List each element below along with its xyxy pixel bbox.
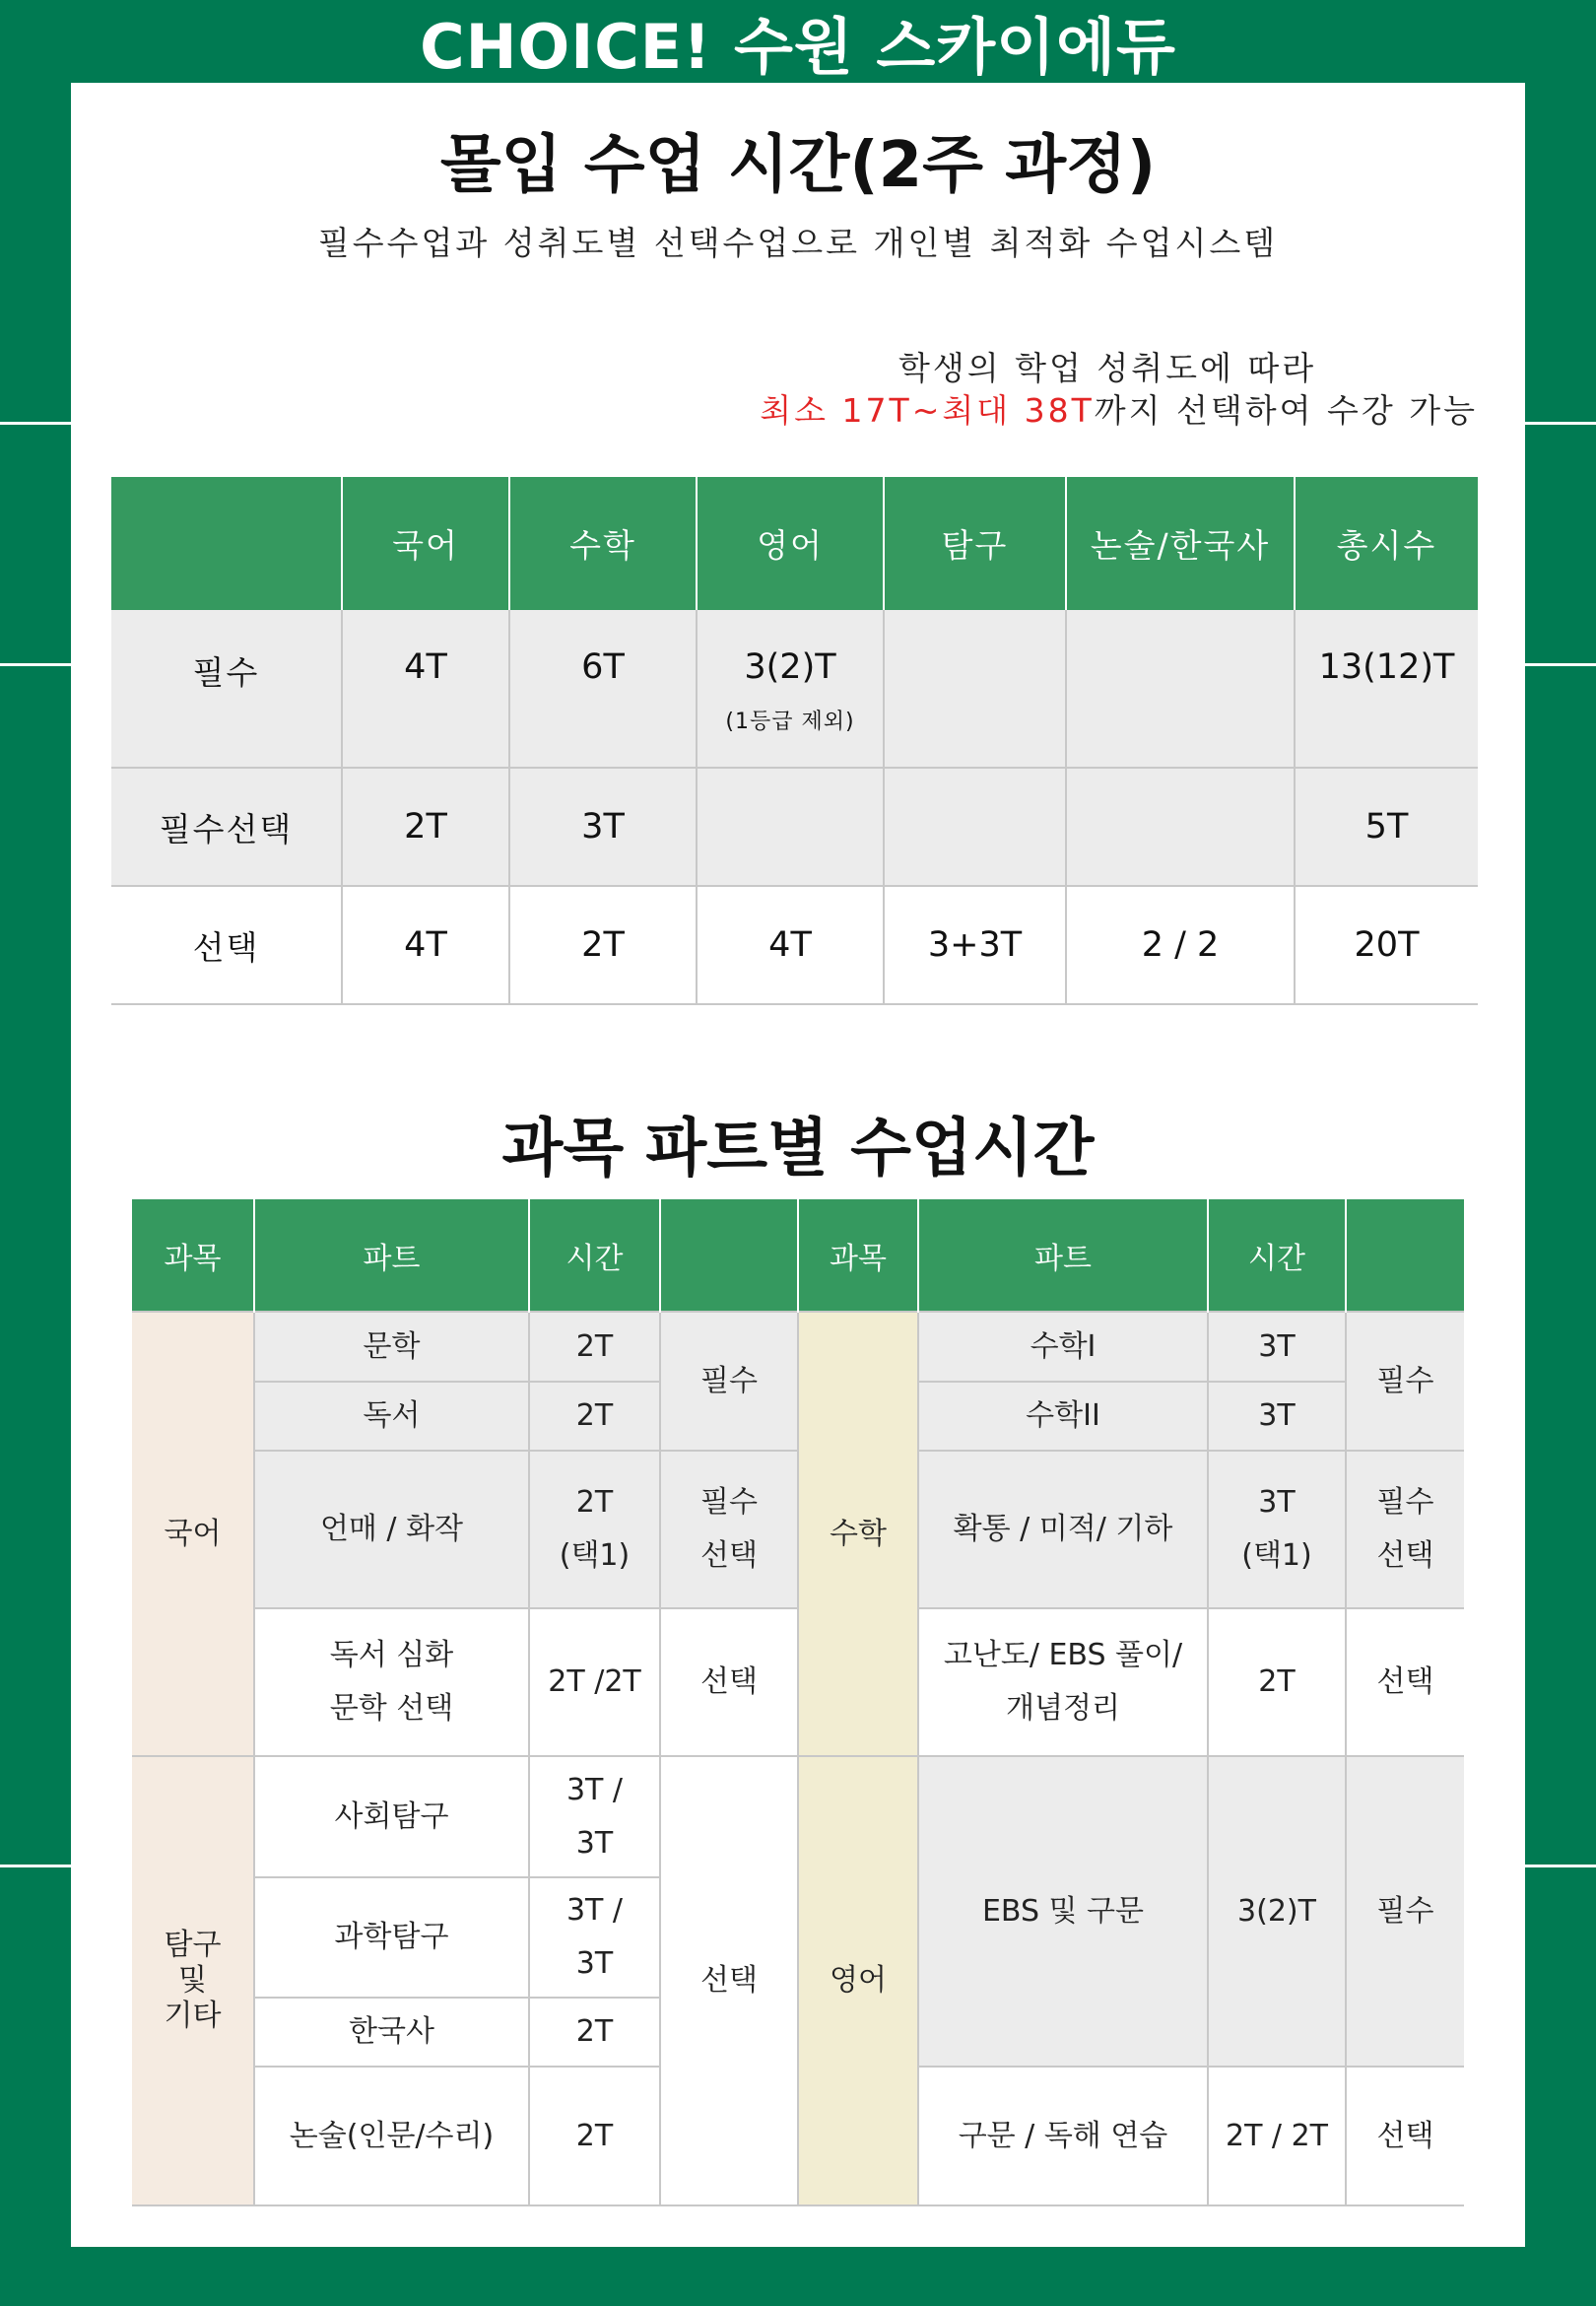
part-cell: 확통 / 미적/ 기하 — [918, 1451, 1208, 1608]
time-cell: 3T — [1208, 1382, 1346, 1451]
table1-cell-value: 3(2)T — [744, 647, 836, 687]
table1-cell-english-required — [697, 610, 884, 768]
stripe-left-2 — [0, 663, 71, 666]
time-cell: 3T — [1208, 1312, 1346, 1382]
time-cell: 2T / 2T — [1208, 2067, 1346, 2205]
table1-cell — [697, 768, 884, 886]
type-line: 선택 — [1376, 1538, 1434, 1573]
subject-inquiry-etc — [132, 1756, 254, 2205]
type-line: 선택 — [700, 1538, 758, 1573]
table1-cell: 13(12)T — [1295, 610, 1478, 768]
table1-cell: 2T — [342, 768, 509, 886]
time-line: 3T / — [565, 1772, 624, 1807]
subject-part-table — [132, 1199, 1464, 2206]
section2-title: 과목 파트별 수업시간 — [501, 1113, 1095, 1186]
subject-korean: 국어 — [132, 1312, 254, 1756]
time-line: (택1) — [559, 1538, 631, 1573]
table1-cell: 3+3T — [884, 886, 1066, 1004]
table1-cell — [884, 610, 1066, 768]
part-line: 고난도/ EBS 풀이/ — [943, 1638, 1183, 1672]
table2-header-blank — [660, 1199, 798, 1312]
stripe-left-3 — [0, 1865, 71, 1867]
table2-row — [132, 1312, 1464, 1382]
table1-row-label: 선택 — [111, 886, 342, 1004]
table1-row-elective — [111, 886, 1478, 1004]
table1-cell: 2 / 2 — [1066, 886, 1295, 1004]
brand-title: CHOICE! 수원 스카이에듀 — [420, 10, 1176, 83]
table2-header-subject: 과목 — [132, 1199, 254, 1312]
table2-header-blank — [1346, 1199, 1464, 1312]
section1-subtitle: 필수수업과 성취도별 선택수업으로 개인별 최적화 수업시스템 — [317, 224, 1279, 262]
section1-title: 몰입 수업 시간(2주 과정) — [439, 129, 1157, 202]
part-line: 개념정리 — [1006, 1691, 1120, 1726]
type-cell: 선택 — [660, 1756, 798, 2205]
table1-header-korean: 국어 — [342, 477, 509, 610]
time-cell: 2T — [529, 1382, 660, 1451]
part-cell: 사회탐구 — [254, 1756, 529, 1877]
table1-row-required-choice — [111, 768, 1478, 886]
stripe-right-3 — [1525, 1865, 1596, 1867]
table1-cell: 2T — [509, 886, 697, 1004]
table1-header-blank — [111, 477, 342, 610]
time-line: 3T / — [565, 1893, 624, 1928]
part-cell: 수학II — [918, 1382, 1208, 1451]
table1-row-required — [111, 610, 1478, 768]
note-line2 — [760, 385, 1478, 432]
type-cell — [660, 1451, 798, 1608]
table1-cell: 4T — [697, 886, 884, 1004]
table2-header-part: 파트 — [918, 1199, 1208, 1312]
time-line: 3T — [575, 1946, 614, 1981]
table1-row-label: 필수선택 — [111, 768, 342, 886]
table1-header-row — [111, 477, 1478, 610]
table1-cell: 6T — [509, 610, 697, 768]
stripe-left-1 — [0, 422, 71, 425]
table2-header-part: 파트 — [254, 1199, 529, 1312]
table1-cell: 3T — [509, 768, 697, 886]
type-cell — [1346, 1451, 1464, 1608]
class-hours-table — [111, 477, 1478, 1005]
table1-header-total: 총시수 — [1295, 477, 1478, 610]
type-cell: 선택 — [1346, 1608, 1464, 1756]
table2-header-subject: 과목 — [798, 1199, 918, 1312]
type-cell: 필수 — [660, 1312, 798, 1451]
subject-english: 영어 — [798, 1756, 918, 2205]
part-cell: 논술(인문/수리) — [254, 2067, 529, 2205]
time-cell: 2T — [529, 1312, 660, 1382]
type-cell: 필수 — [1346, 1312, 1464, 1451]
table1-header-inquiry: 탐구 — [884, 477, 1066, 610]
time-cell: 2T — [529, 2067, 660, 2205]
table2-header-row — [132, 1199, 1464, 1312]
part-line: 독서 심화 — [329, 1638, 454, 1672]
part-cell: 수학I — [918, 1312, 1208, 1382]
part-line: 문학 선택 — [329, 1691, 454, 1726]
table1-header-essay-history: 논술/한국사 — [1066, 477, 1295, 610]
time-cell — [529, 1451, 660, 1608]
time-cell: 2T /2T — [529, 1608, 660, 1756]
subject-line: 기타 — [164, 1999, 222, 2033]
part-cell: 독서 — [254, 1382, 529, 1451]
part-cell — [254, 1608, 529, 1756]
note-line1: 학생의 학업 성취도에 따라 — [898, 349, 1317, 387]
table1-header-english: 영어 — [697, 477, 884, 610]
part-cell: 구문 / 독해 연습 — [918, 2067, 1208, 2205]
time-line: 3T — [575, 1825, 614, 1861]
part-cell: EBS 및 구문 — [918, 1756, 1208, 2067]
part-cell: 과학탐구 — [254, 1877, 529, 1998]
content-panel — [71, 83, 1525, 2247]
part-cell: 언매 / 화작 — [254, 1451, 529, 1608]
table1-header-math: 수학 — [509, 477, 697, 610]
note-range: 최소 17T~최대 38T — [760, 391, 1095, 430]
table1-cell: 4T — [342, 610, 509, 768]
table2-header-time: 시간 — [1208, 1199, 1346, 1312]
type-line: 필수 — [1376, 1485, 1434, 1520]
time-cell — [1208, 1451, 1346, 1608]
stripe-right-2 — [1525, 663, 1596, 666]
time-line: 2T — [575, 1485, 614, 1520]
table1-cell — [884, 768, 1066, 886]
table1-cell-note: (1등급 제외) — [725, 710, 855, 734]
table1-cell — [1066, 768, 1295, 886]
table2-header-time: 시간 — [529, 1199, 660, 1312]
part-cell: 한국사 — [254, 1998, 529, 2067]
type-cell: 선택 — [1346, 2067, 1464, 2205]
table1-cell — [1066, 610, 1295, 768]
time-cell — [529, 1756, 660, 1877]
time-cell: 2T — [1208, 1608, 1346, 1756]
type-line: 필수 — [700, 1485, 758, 1520]
time-cell: 2T — [529, 1998, 660, 2067]
type-cell: 필수 — [1346, 1756, 1464, 2067]
time-line: (택1) — [1241, 1538, 1312, 1573]
table1-cell: 4T — [342, 886, 509, 1004]
table1-row-label: 필수 — [111, 610, 342, 768]
table1-cell: 20T — [1295, 886, 1478, 1004]
subject-line: 및 — [178, 1963, 207, 1998]
time-line: 3T — [1258, 1485, 1296, 1520]
time-cell: 3(2)T — [1208, 1756, 1346, 2067]
table2-row — [132, 1756, 1464, 1877]
table1-cell: 5T — [1295, 768, 1478, 886]
subject-line: 탐구 — [164, 1928, 222, 1962]
part-cell — [918, 1608, 1208, 1756]
type-cell: 선택 — [660, 1608, 798, 1756]
part-cell: 문학 — [254, 1312, 529, 1382]
note-rest: 까지 선택하여 수강 가능 — [1094, 391, 1478, 430]
subject-math: 수학 — [798, 1312, 918, 1756]
time-cell — [529, 1877, 660, 1998]
stripe-right-1 — [1525, 422, 1596, 425]
